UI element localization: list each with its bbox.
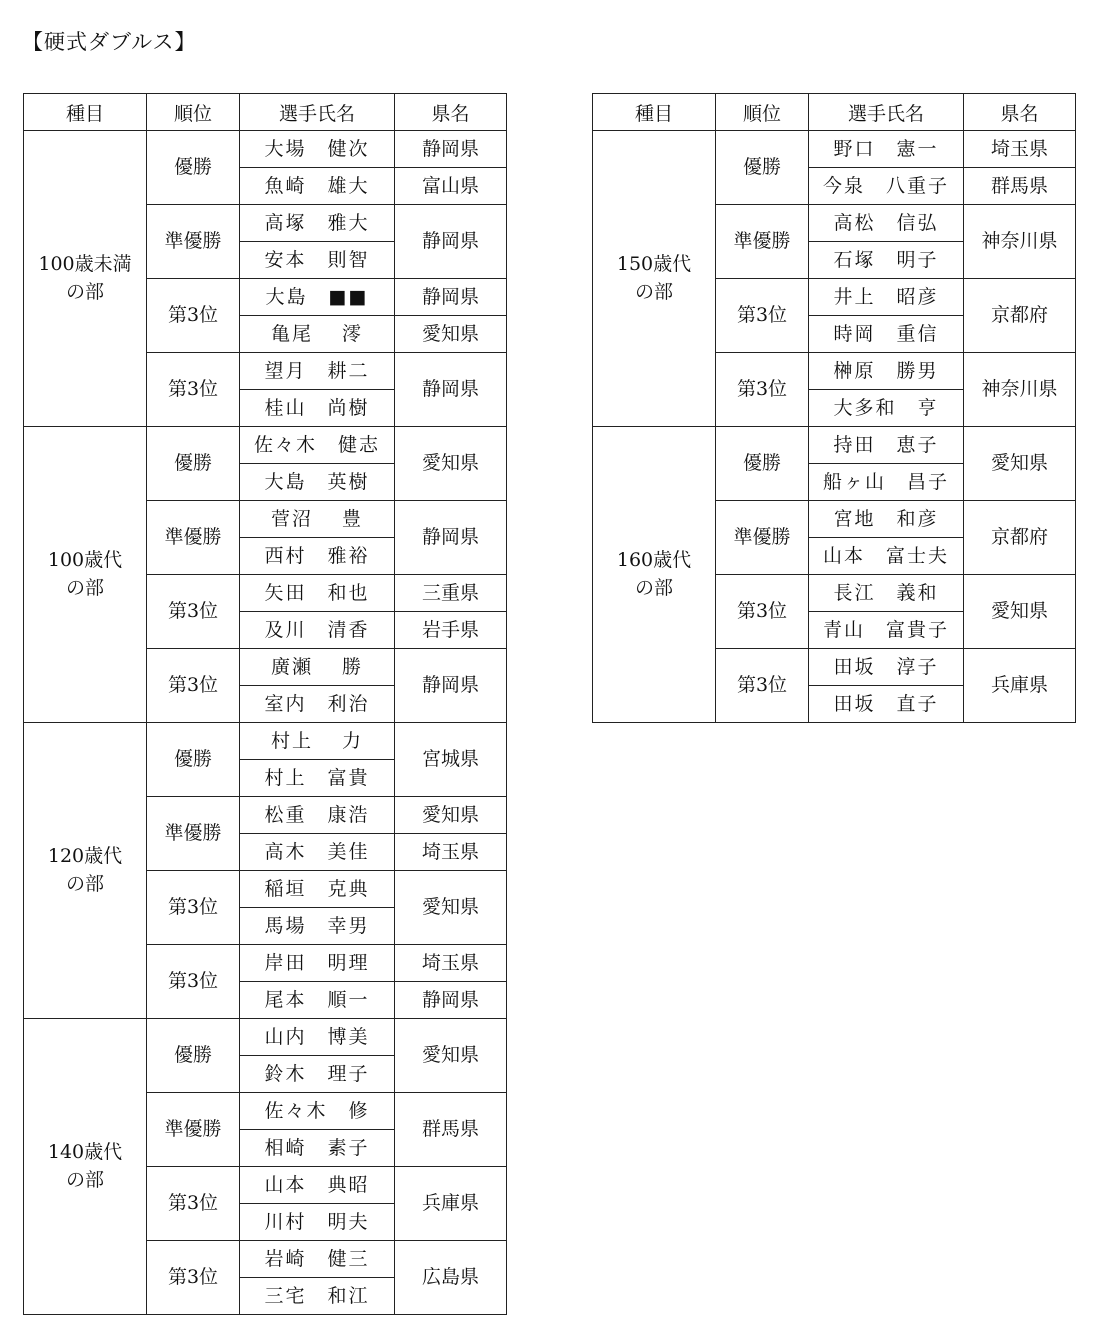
header-rank: 順位 (147, 94, 240, 131)
player-name: 石塚 明子 (809, 242, 964, 279)
rank-cell: 準優勝 (147, 797, 240, 871)
player-name: 高木 美佳 (240, 834, 395, 871)
prefecture-cell: 静岡県 (395, 649, 507, 723)
prefecture-cell: 広島県 (395, 1241, 507, 1315)
player-name: 廣瀬 勝 (240, 649, 395, 686)
event-label-line: 120歳代 (47, 844, 123, 867)
table-row (24, 1019, 507, 1056)
rank-cell: 第3位 (716, 649, 809, 723)
player-name: 西村 雅裕 (240, 538, 395, 575)
player-name: 桂山 尚樹 (240, 390, 395, 427)
player-name: 三宅 和江 (240, 1278, 395, 1315)
prefecture-cell: 静岡県 (395, 982, 507, 1019)
prefecture-cell: 三重県 (395, 575, 507, 612)
rank-cell: 優勝 (716, 131, 809, 205)
prefecture-cell: 兵庫県 (964, 649, 1076, 723)
player-name: 大多和 亨 (809, 390, 964, 427)
table-row (24, 131, 507, 168)
player-name: 時岡 重信 (809, 316, 964, 353)
player-name: 相崎 素子 (240, 1130, 395, 1167)
event-label-line: の部 (634, 280, 673, 303)
player-name: 矢田 和也 (240, 575, 395, 612)
rank-cell: 第3位 (147, 575, 240, 649)
event-label-line: の部 (634, 576, 673, 599)
prefecture-cell: 静岡県 (395, 205, 507, 279)
prefecture-cell: 埼玉県 (395, 834, 507, 871)
rank-cell: 第3位 (147, 279, 240, 353)
table-row (24, 427, 507, 464)
rank-cell: 準優勝 (147, 1093, 240, 1167)
player-name: 田坂 淳子 (809, 649, 964, 686)
event-label-line: 100歳未満 (38, 252, 132, 275)
player-name: 大島 ■■ (240, 279, 395, 316)
rank-cell: 第3位 (147, 1241, 240, 1315)
player-name: 鈴木 理子 (240, 1056, 395, 1093)
player-name: 馬場 幸男 (240, 908, 395, 945)
event-cell (24, 427, 147, 723)
rank-cell: 第3位 (716, 575, 809, 649)
results-table-right (592, 93, 1076, 723)
rank-cell: 優勝 (716, 427, 809, 501)
prefecture-cell: 宮城県 (395, 723, 507, 797)
event-cell (593, 427, 716, 723)
rank-cell: 準優勝 (147, 501, 240, 575)
prefecture-cell: 愛知県 (395, 1019, 507, 1093)
player-name: 岩崎 健三 (240, 1241, 395, 1278)
rank-cell: 優勝 (147, 1019, 240, 1093)
header-prefecture: 県名 (395, 94, 507, 131)
rank-cell: 優勝 (147, 723, 240, 797)
prefecture-cell: 愛知県 (395, 316, 507, 353)
rank-cell: 第3位 (147, 871, 240, 945)
player-name: 及川 清香 (240, 612, 395, 649)
player-name: 船ヶ山 昌子 (809, 464, 964, 501)
event-label-line: の部 (65, 576, 104, 599)
player-name: 松重 康浩 (240, 797, 395, 834)
player-name: 村上 富貴 (240, 760, 395, 797)
player-name: 室内 利治 (240, 686, 395, 723)
prefecture-cell: 静岡県 (395, 279, 507, 316)
prefecture-cell: 愛知県 (395, 797, 507, 834)
player-name: 榊原 勝男 (809, 353, 964, 390)
prefecture-cell: 静岡県 (395, 353, 507, 427)
rank-cell: 準優勝 (716, 501, 809, 575)
header-event: 種目 (24, 94, 147, 131)
player-name: 高松 信弘 (809, 205, 964, 242)
event-label-line: 140歳代 (47, 1140, 123, 1163)
player-name: 稲垣 克典 (240, 871, 395, 908)
header-row (593, 94, 1076, 131)
player-name: 岸田 明理 (240, 945, 395, 982)
rank-cell: 第3位 (716, 279, 809, 353)
results-table-left (23, 93, 507, 1315)
prefecture-cell: 愛知県 (964, 427, 1076, 501)
player-name: 井上 昭彦 (809, 279, 964, 316)
player-name: 安本 則智 (240, 242, 395, 279)
rank-cell: 準優勝 (147, 205, 240, 279)
player-name: 宮地 和彦 (809, 501, 964, 538)
player-name: 菅沼 豊 (240, 501, 395, 538)
header-player-name: 選手氏名 (809, 94, 964, 131)
player-name: 山本 典昭 (240, 1167, 395, 1204)
rank-cell: 第3位 (716, 353, 809, 427)
prefecture-cell: 群馬県 (964, 168, 1076, 205)
player-name: 大場 健次 (240, 131, 395, 168)
header-event: 種目 (593, 94, 716, 131)
event-label-line: 160歳代 (616, 548, 692, 571)
rank-cell: 第3位 (147, 353, 240, 427)
event-cell (24, 131, 147, 427)
player-name: 持田 恵子 (809, 427, 964, 464)
prefecture-cell: 京都府 (964, 279, 1076, 353)
prefecture-cell: 愛知県 (964, 575, 1076, 649)
prefecture-cell: 静岡県 (395, 501, 507, 575)
event-label-line: の部 (65, 1168, 104, 1191)
table-row (593, 427, 1076, 464)
event-label-line: 150歳代 (616, 252, 692, 275)
player-name: 高塚 雅大 (240, 205, 395, 242)
prefecture-cell: 兵庫県 (395, 1167, 507, 1241)
prefecture-cell: 岩手県 (395, 612, 507, 649)
rank-cell: 第3位 (147, 1167, 240, 1241)
header-rank: 順位 (716, 94, 809, 131)
player-name: 村上 力 (240, 723, 395, 760)
prefecture-cell: 埼玉県 (395, 945, 507, 982)
prefecture-cell: 神奈川県 (964, 205, 1076, 279)
prefecture-cell: 愛知県 (395, 427, 507, 501)
table-row (593, 131, 1076, 168)
rank-cell: 優勝 (147, 131, 240, 205)
prefecture-cell: 富山県 (395, 168, 507, 205)
rank-cell: 第3位 (147, 945, 240, 1019)
header-player-name: 選手氏名 (240, 94, 395, 131)
prefecture-cell: 京都府 (964, 501, 1076, 575)
event-label-line: の部 (65, 280, 104, 303)
event-cell (593, 131, 716, 427)
header-row (24, 94, 507, 131)
event-cell (24, 723, 147, 1019)
table-row (24, 723, 507, 760)
rank-cell: 優勝 (147, 427, 240, 501)
player-name: 田坂 直子 (809, 686, 964, 723)
player-name: 尾本 順一 (240, 982, 395, 1019)
player-name: 青山 富貴子 (809, 612, 964, 649)
prefecture-cell: 神奈川県 (964, 353, 1076, 427)
event-label-line: 100歳代 (47, 548, 123, 571)
player-name: 川村 明夫 (240, 1204, 395, 1241)
event-label-line: の部 (65, 872, 104, 895)
player-name: 長江 義和 (809, 575, 964, 612)
header-prefecture: 県名 (964, 94, 1076, 131)
prefecture-cell: 埼玉県 (964, 131, 1076, 168)
player-name: 亀尾 澪 (240, 316, 395, 353)
page-title: 【硬式ダブルス】 (22, 30, 197, 54)
player-name: 野口 憲一 (809, 131, 964, 168)
player-name: 山本 富士夫 (809, 538, 964, 575)
player-name: 今泉 八重子 (809, 168, 964, 205)
player-name: 魚崎 雄大 (240, 168, 395, 205)
prefecture-cell: 群馬県 (395, 1093, 507, 1167)
rank-cell: 第3位 (147, 649, 240, 723)
event-cell (24, 1019, 147, 1315)
player-name: 佐々木 健志 (240, 427, 395, 464)
player-name: 大島 英樹 (240, 464, 395, 501)
prefecture-cell: 愛知県 (395, 871, 507, 945)
player-name: 佐々木 修 (240, 1093, 395, 1130)
player-name: 山内 博美 (240, 1019, 395, 1056)
player-name: 望月 耕二 (240, 353, 395, 390)
prefecture-cell: 静岡県 (395, 131, 507, 168)
rank-cell: 準優勝 (716, 205, 809, 279)
